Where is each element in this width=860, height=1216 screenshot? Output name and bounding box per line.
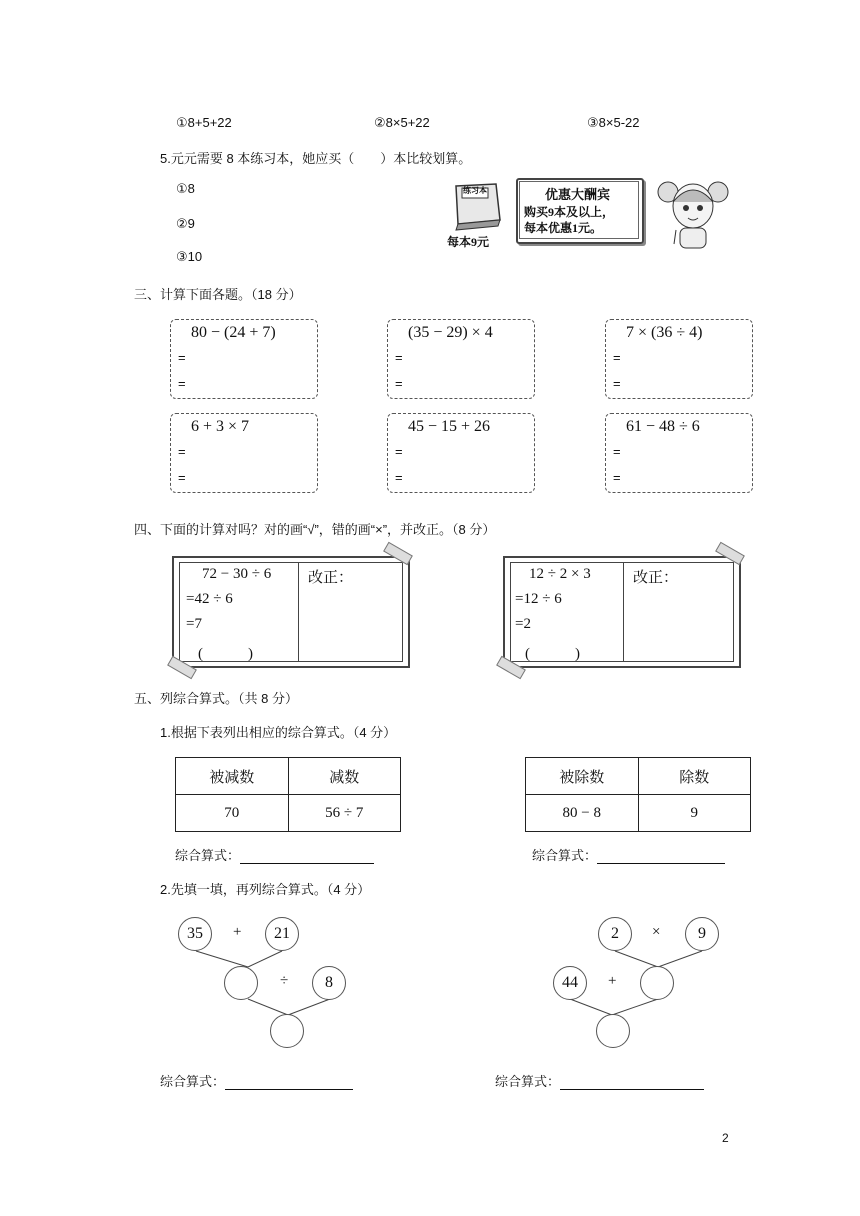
equals-sign: = xyxy=(613,444,621,459)
answer-label: 综合算式： xyxy=(160,1074,226,1089)
equals-sign: = xyxy=(395,350,403,365)
q5-option-2: ②9 xyxy=(176,216,195,231)
answer-blank[interactable] xyxy=(240,851,374,864)
equals-sign: = xyxy=(178,470,186,485)
answer-blank[interactable] xyxy=(560,1077,704,1090)
calc-box-2 xyxy=(387,319,535,399)
answer-blank[interactable] xyxy=(597,851,725,864)
page-number: 2 xyxy=(722,1131,729,1145)
number-circle: 8 xyxy=(312,966,346,1000)
equals-sign: = xyxy=(395,376,403,391)
calc-expression-2: (35 − 29) × 4 xyxy=(408,324,493,341)
number-circle: 44 xyxy=(553,966,587,1000)
answer-row-2 xyxy=(532,845,725,864)
sign-line-1: 购买9本及以上， xyxy=(524,205,615,219)
section-5-heading: 五、列综合算式。（共 8 分） xyxy=(134,691,298,706)
correction-label: 改正： xyxy=(308,570,354,586)
table-2 xyxy=(525,757,751,832)
table-header: 减数 xyxy=(288,758,401,795)
equals-sign: = xyxy=(395,444,403,459)
table-1 xyxy=(175,757,401,832)
equals-sign: = xyxy=(395,470,403,485)
equals-sign: = xyxy=(613,470,621,485)
subquestion-1: 1.根据下表列出相应的综合算式。（4 分） xyxy=(160,725,397,740)
answer-label: 综合算式： xyxy=(175,848,241,863)
calc-expression-3: 7 × (36 ÷ 4) xyxy=(626,324,703,341)
answer-blank[interactable] xyxy=(225,1077,353,1090)
answer-row-1 xyxy=(175,845,374,864)
calc-box-5 xyxy=(387,413,535,493)
answer-label: 综合算式： xyxy=(495,1074,561,1089)
section-3-heading: 三、计算下面各题。（18 分） xyxy=(134,287,302,302)
check-board-2 xyxy=(503,556,741,668)
table-cell: 80 − 8 xyxy=(526,795,639,832)
board-line-1: 72 − 30 ÷ 6 xyxy=(202,566,272,582)
equals-sign: = xyxy=(178,350,186,365)
price-label: 每本9元 xyxy=(447,235,490,249)
number-circle: 35 xyxy=(178,917,212,951)
board-line-3: =7 xyxy=(186,616,202,632)
calc-expression-6: 61 − 48 ÷ 6 xyxy=(626,418,700,435)
board-line-3: =2 xyxy=(515,616,531,632)
blank-circle[interactable] xyxy=(596,1014,630,1048)
equals-sign: = xyxy=(613,350,621,365)
calc-expression-5: 45 − 15 + 26 xyxy=(408,418,491,435)
option-2: ②8×5+22 xyxy=(374,115,430,130)
table-cell: 56 ÷ 7 xyxy=(288,795,401,832)
check-board-1 xyxy=(172,556,410,668)
equals-sign: = xyxy=(178,376,186,391)
calc-box-6 xyxy=(605,413,753,493)
question-5-text: 5.元元需要 8 本练习本，她应买（ ）本比较划算。 xyxy=(160,151,472,166)
q5-option-3: ③10 xyxy=(176,249,203,264)
table-header: 被减数 xyxy=(176,758,289,795)
calc-box-3 xyxy=(605,319,753,399)
answer-row-4 xyxy=(495,1071,704,1090)
sign-title: 优惠大酬宾 xyxy=(545,187,611,202)
calc-box-4 xyxy=(170,413,318,493)
q5-option-1: ①8 xyxy=(176,181,195,196)
equals-sign: = xyxy=(613,376,621,391)
operator: + xyxy=(608,973,617,989)
number-circle: 9 xyxy=(685,917,719,951)
number-circle: 21 xyxy=(265,917,299,951)
calc-expression-1: 80 − (24 + 7) xyxy=(191,324,276,341)
answer-parentheses[interactable]: ( ) xyxy=(525,646,580,662)
correction-label: 改正： xyxy=(633,570,679,586)
board-line-1: 12 ÷ 2 × 3 xyxy=(529,566,591,582)
board-line-2: =42 ÷ 6 xyxy=(186,591,233,607)
number-circle: 2 xyxy=(598,917,632,951)
answer-row-3 xyxy=(160,1071,353,1090)
book-label: 练习本 xyxy=(463,186,487,195)
girl-icon xyxy=(654,172,732,250)
table-cell: 70 xyxy=(176,795,289,832)
table-cell: 9 xyxy=(638,795,751,832)
answer-parentheses[interactable]: ( ) xyxy=(198,646,253,662)
section-4-heading: 四、下面的计算对吗？对的画“√”，错的画“×”，并改正。（8 分） xyxy=(134,522,496,537)
table-header: 除数 xyxy=(638,758,751,795)
operator: ÷ xyxy=(280,973,289,989)
table-header: 被除数 xyxy=(526,758,639,795)
calc-expression-4: 6 + 3 × 7 xyxy=(191,418,250,435)
blank-circle[interactable] xyxy=(224,966,258,1000)
calc-box-1 xyxy=(170,319,318,399)
equals-sign: = xyxy=(178,444,186,459)
answer-label: 综合算式： xyxy=(532,848,598,863)
board-line-2: =12 ÷ 6 xyxy=(515,591,562,607)
subquestion-2: 2.先填一填，再列综合算式。（4 分） xyxy=(160,882,371,897)
option-3: ③8×5-22 xyxy=(587,115,640,130)
operator: × xyxy=(652,924,661,940)
option-1: ①8+5+22 xyxy=(176,115,232,130)
sign-line-2: 每本优惠1元。 xyxy=(524,221,603,235)
blank-circle[interactable] xyxy=(640,966,674,1000)
operator: + xyxy=(233,924,242,940)
blank-circle[interactable] xyxy=(270,1014,304,1048)
